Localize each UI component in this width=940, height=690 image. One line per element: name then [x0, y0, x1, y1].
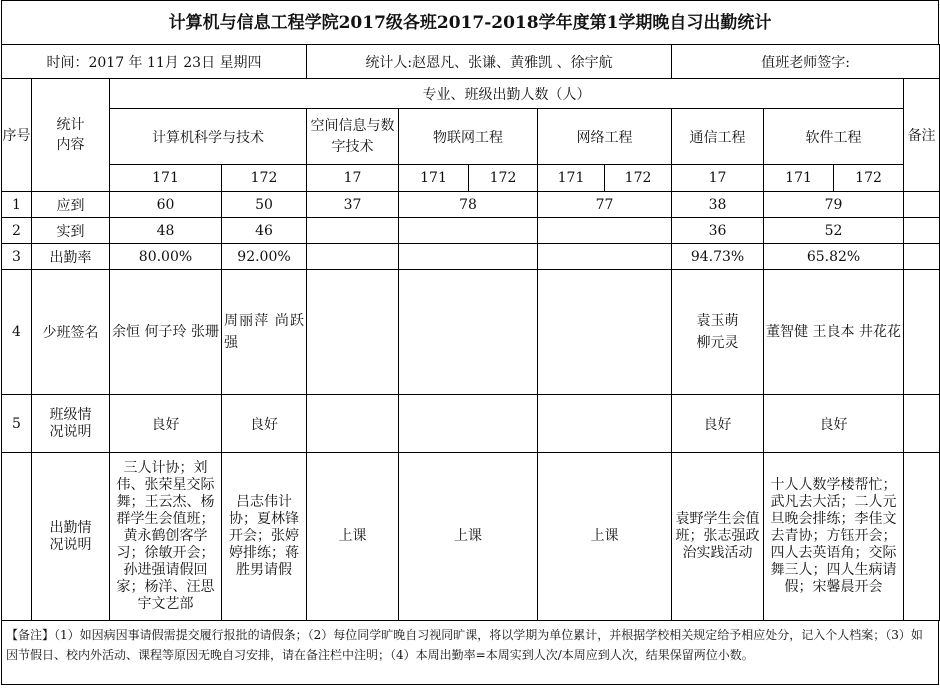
expected-space: 37 — [307, 192, 399, 218]
notes-space: 上课 — [307, 453, 399, 621]
notes-iot: 上课 — [399, 453, 538, 621]
rate-space — [307, 244, 399, 270]
expected-soft: 79 — [764, 192, 904, 218]
notes-soft: 十人人数学楼帮忙；武凡去大活；二人元旦晚会排练；李佳文去青协；方钰开会；四人去英语角；交际舞三人；四人生病请假；宋馨晨开会 — [764, 453, 904, 621]
header-row-classes — [2, 165, 940, 192]
status-iot — [399, 395, 538, 453]
class-soft172: 172 — [834, 165, 904, 192]
status-cs171: 良好 — [110, 395, 222, 453]
class-net172: 172 — [605, 165, 672, 192]
group-header: 专业、班级出勤人数（人） — [110, 79, 904, 109]
expected-iot: 78 — [399, 192, 538, 218]
label-attendance-notes: 出勤情况说明 — [32, 453, 110, 621]
actual-net — [538, 218, 672, 244]
major-iot: 物联网工程 — [399, 109, 538, 165]
signature-net — [538, 270, 672, 395]
seq-1: 1 — [2, 192, 32, 218]
status-net — [538, 395, 672, 453]
remark-2 — [904, 218, 940, 244]
header-row-majors — [2, 109, 940, 165]
label-actual: 实到 — [32, 218, 110, 244]
expected-net: 77 — [538, 192, 672, 218]
remark-5 — [904, 395, 940, 453]
row-expected — [2, 192, 940, 218]
status-space — [307, 395, 399, 453]
row-class-status — [2, 395, 940, 453]
remark-1 — [904, 192, 940, 218]
major-cs: 计算机科学与技术 — [110, 109, 307, 165]
expected-comm: 38 — [672, 192, 764, 218]
remark-6 — [904, 453, 940, 621]
date-cell: 时间：2017 年 11月 23日 星期四 — [2, 45, 307, 79]
actual-comm: 36 — [672, 218, 764, 244]
header-row-1 — [2, 79, 940, 109]
actual-space — [307, 218, 399, 244]
expected-cs171: 60 — [110, 192, 222, 218]
status-comm: 良好 — [672, 395, 764, 453]
signature-iot — [399, 270, 538, 395]
row-signature — [2, 270, 940, 395]
row-rate — [2, 244, 940, 270]
seq-6 — [2, 453, 32, 621]
signature-soft: 董智健 王良本 井花花 — [764, 270, 904, 395]
row-actual — [2, 218, 940, 244]
label-signature: 少班签名 — [32, 270, 110, 395]
attendance-table — [1, 44, 940, 621]
class-cs172: 172 — [222, 165, 307, 192]
actual-iot — [399, 218, 538, 244]
row-attendance-notes — [2, 453, 940, 621]
info-row — [2, 45, 940, 79]
major-space: 空间信息与数字技术 — [307, 109, 399, 165]
seq-2: 2 — [2, 218, 32, 244]
signature-space — [307, 270, 399, 395]
actual-cs172: 46 — [222, 218, 307, 244]
class-cs171: 171 — [110, 165, 222, 192]
seq-4: 4 — [2, 270, 32, 395]
major-soft: 软件工程 — [764, 109, 904, 165]
stat-content-header: 统计内容 — [32, 79, 110, 192]
label-rate: 出勤率 — [32, 244, 110, 270]
remark-3 — [904, 244, 940, 270]
class-soft171: 171 — [764, 165, 834, 192]
notes-cs171: 三人计协；刘伟、张荣星交际舞；王云杰、杨群学生会值班；黄永鹤创客学习；徐敏开会；孙进强请假回家；杨洋、汪思宇文艺部 — [110, 453, 222, 621]
rate-comm: 94.73% — [672, 244, 764, 270]
class-iot171: 171 — [399, 165, 469, 192]
teacher-signature-cell: 值班老师签字: — [672, 45, 940, 79]
major-net: 网络工程 — [538, 109, 672, 165]
class-iot172: 172 — [469, 165, 538, 192]
seq-3: 3 — [2, 244, 32, 270]
status-cs172: 良好 — [222, 395, 307, 453]
major-comm: 通信工程 — [672, 109, 764, 165]
expected-cs172: 50 — [222, 192, 307, 218]
rate-cs172: 92.00% — [222, 244, 307, 270]
notes-cs172: 吕志伟计协；夏林锋开会；张婷婷排练；蒋胜男请假 — [222, 453, 307, 621]
remark-header: 备注 — [904, 79, 940, 192]
class-comm17: 17 — [672, 165, 764, 192]
class-space17: 17 — [307, 165, 399, 192]
seq-5: 5 — [2, 395, 32, 453]
remark-4 — [904, 270, 940, 395]
notes-net: 上课 — [538, 453, 672, 621]
signature-cs171: 余恒 何子玲 张珊 — [110, 270, 222, 395]
notes-comm: 袁野学生会值班；张志强政治实践活动 — [672, 453, 764, 621]
seq-header: 序号 — [2, 79, 32, 192]
rate-soft: 65.82% — [764, 244, 904, 270]
status-soft: 良好 — [764, 395, 904, 453]
signature-comm: 袁玉萌柳元灵 — [672, 270, 764, 395]
rate-cs171: 80.00% — [110, 244, 222, 270]
actual-cs171: 48 — [110, 218, 222, 244]
signature-cs172: 周丽萍 尚跃强 — [222, 270, 307, 395]
actual-soft: 52 — [764, 218, 904, 244]
class-net171: 171 — [538, 165, 605, 192]
label-expected: 应到 — [32, 192, 110, 218]
rate-iot — [399, 244, 538, 270]
rate-net — [538, 244, 672, 270]
counter-cell: 统计人:赵恩凡、张谦、黄雅凯 、徐宇航 — [307, 45, 672, 79]
footer-note: 【备注】（1）如因病因事请假需提交履行报批的请假条；（2）每位同学旷晚自习视同旷课，将以学期为单位累计，并根据学校相关规定给予相应处分，记入个人档案；（3）如因节假日、校内外活动、课程等原因无晚自习安排，请在备注栏中注明；（4）本周出勤率=本周实到人次/本周应到人次，结果保留两位小数。 — [1, 621, 939, 685]
page-title: 计算机与信息工程学院2017级各班2017-2018学年度第1学期晚自习出勤统计 — [1, 0, 939, 44]
label-class-status: 班级情况说明 — [32, 395, 110, 453]
